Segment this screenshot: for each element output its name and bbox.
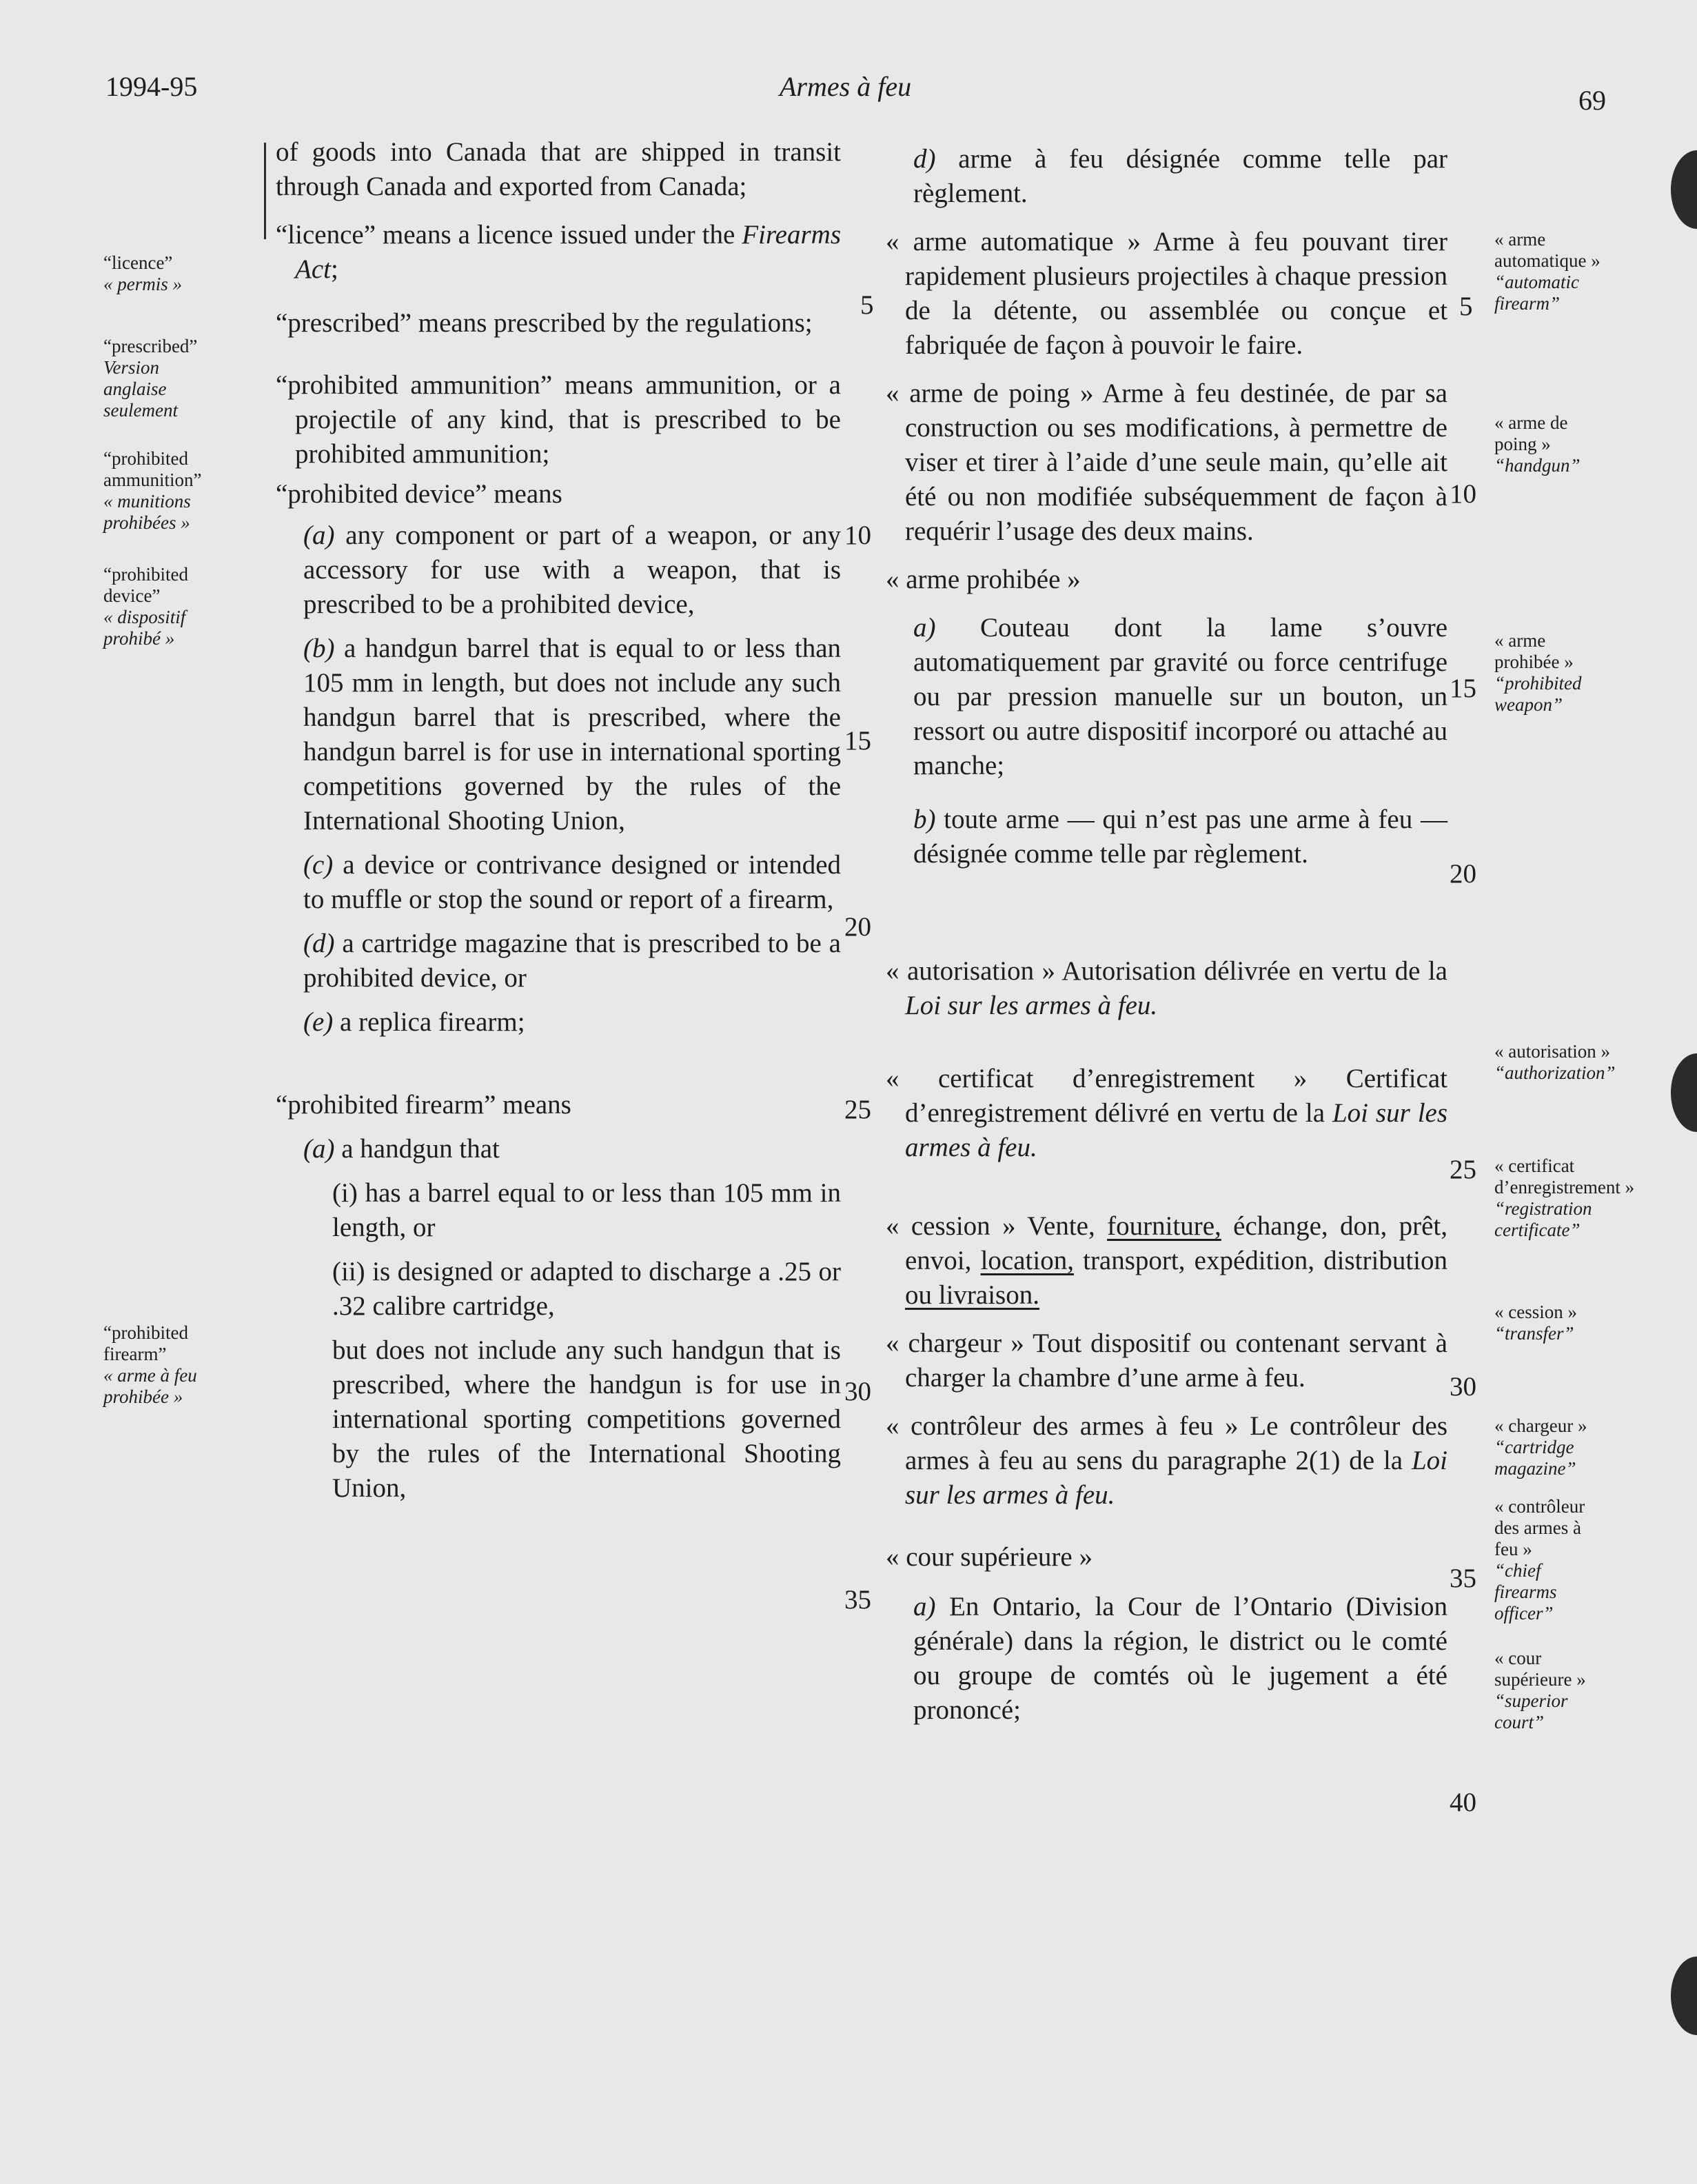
margin-note-arme-automatique: « arme automatique » “automatic firearm” <box>1494 229 1601 314</box>
en-line-number-10: 10 <box>844 520 871 550</box>
device-item-b: (b) a handgun barrel that is equal to or less than 105 mm in length, but does not include any such handgun barrel that is prescribed, where the handgun barrel is for use in international sporting competitions governed by the rules of the International Shooting Union, <box>303 634 842 836</box>
margin-note-chargeur: « chargeur » “cartridge magazine” <box>1494 1415 1587 1479</box>
definition-certificat: « certificat d’enregistrement » Certificat d’enregistrement délivré en vertu de la Loi sur les armes à feu. <box>886 1064 1448 1162</box>
definition-arme-de-poing: « arme de poing » Arme à feu destinée, de par sa construction ou ses modifications, à permettre de viser et tirer à l’aide d’une seule main, qu’elle ait été ou non modifiée subséquemment de façon à requérir l’usage des deux mains. <box>886 378 1447 546</box>
margin-note-controleur: « contrôleur des armes à feu » “chief firearms officer” <box>1494 1496 1585 1624</box>
fr-line-number-30: 30 <box>1450 1372 1476 1402</box>
definition-prohibited-ammunition: “prohibited ammunition” means ammunition, or a projectile of any kind, that is prescribed to be prohibited ammunition; <box>276 370 841 469</box>
fr-line-number-25: 25 <box>1450 1155 1476 1184</box>
device-item-d: (d) a cartridge magazine that is prescribed to be a prohibited device, or <box>303 929 841 993</box>
margin-note-prohibited-firearm: “prohibited firearm” « arme à feu prohibée » <box>103 1322 197 1407</box>
fr-line-number-35: 35 <box>1450 1564 1476 1593</box>
definition-prohibited-device: “prohibited device” means <box>276 479 562 509</box>
header-title: Armes à feu <box>780 71 912 102</box>
fr-line-number-10: 10 <box>1450 479 1476 509</box>
en-line-number-20: 20 <box>844 912 871 942</box>
device-item-a: (a) any component or part of a weapon, or any accessory for use with a weapon, that is prescribed to be a prohibited device, <box>303 520 841 619</box>
en-line-number-15: 15 <box>844 726 871 756</box>
margin-note-arme-de-poing: « arme de poing » “handgun” <box>1494 412 1581 476</box>
margin-note-prohibited-ammunition: “prohibited ammunition” « munitions prohibées » <box>103 448 202 533</box>
definition-autorisation: « autorisation » Autorisation délivrée en vertu de la Loi sur les armes à feu. <box>886 956 1447 1020</box>
english-column <box>276 135 841 1525</box>
margin-note-certificat: « certificat d’enregistrement » “registration certificate” <box>1494 1155 1635 1240</box>
firearm-item-a-tail: but does not include any such handgun that is prescribed, where the handgun is for use in international sporting competitions governed by the rules of the International Shooting Union, <box>332 1335 841 1503</box>
binder-hole-top <box>1671 150 1697 229</box>
binder-hole-middle <box>1671 1053 1697 1132</box>
definition-chargeur: « chargeur » Tout dispositif ou contenant servant à charger la chambre d’une arme à feu. <box>886 1328 1447 1393</box>
margin-note-prescribed: “prescribed” Version anglaise seulement <box>103 336 198 421</box>
fr-arme-prohibee-a: a) Couteau dont la lame s’ouvre automatiquement par gravité ou force centrifuge ou par pression manuelle sur un bouton, un ressort ou autre dispositif incorporé ou attaché au manche; <box>913 613 1448 780</box>
fr-item-d: d) arme à feu désignée comme telle par règlement. <box>913 144 1448 208</box>
definition-licence: “licence” means a licence issued under the Firearms Act; <box>276 220 842 284</box>
margin-note-prohibited-device: “prohibited device” « dispositif prohibé » <box>103 564 188 649</box>
en-line-number-5: 5 <box>860 290 874 320</box>
french-column <box>886 142 1447 1747</box>
margin-note-arme-prohibee: « arme prohibée » “prohibited weapon” <box>1494 630 1582 715</box>
margin-note-licence: “licence” « permis » <box>103 252 182 294</box>
margin-note-cour-superieure: « cour supérieure » “superior court” <box>1494 1648 1586 1732</box>
fr-line-number-40: 40 <box>1450 1788 1476 1817</box>
change-bar <box>264 143 266 239</box>
margin-note-autorisation: « autorisation » “authorization” <box>1494 1041 1616 1083</box>
definition-cession: « cession » Vente, fourniture, échange, don, prêt, envoi, location, transport, expédition, distribution ou livraison. <box>886 1211 1448 1310</box>
fr-line-number-5: 5 <box>1459 292 1473 321</box>
firearm-item-a-i: (i) has a barrel equal to or less than 105 mm in length, or <box>332 1178 841 1242</box>
fr-line-number-15: 15 <box>1450 674 1476 703</box>
fr-cour-a: a) En Ontario, la Cour de l’Ontario (Division générale) dans la région, le district ou le comté ou groupe de comtés où le jugement a été prononcé; <box>913 1592 1447 1725</box>
en-line-number-35: 35 <box>844 1585 871 1615</box>
fr-arme-prohibee-b: b) toute arme — qui n’est pas une arme à feu — désignée comme telle par règlement. <box>913 805 1447 869</box>
firearm-item-a: (a) a handgun that <box>303 1134 500 1164</box>
margin-note-cession: « cession » “transfer” <box>1494 1302 1577 1344</box>
device-item-c: (c) a device or contrivance designed or intended to muffle or stop the sound or report of a firearm, <box>303 850 842 914</box>
definition-prohibited-firearm: “prohibited firearm” means <box>276 1090 571 1120</box>
definition-cour-superieure: « cour supérieure » <box>886 1542 1093 1572</box>
firearm-item-a-ii: (ii) is designed or adapted to discharge a .25 or .32 calibre cartridge, <box>332 1257 841 1321</box>
en-line-number-30: 30 <box>844 1377 871 1406</box>
binder-hole-bottom <box>1671 1957 1697 2035</box>
en-line-number-25: 25 <box>844 1095 871 1124</box>
page-number: 69 <box>1578 85 1606 116</box>
definition-controleur: « contrôleur des armes à feu » Le contrôleur des armes à feu au sens du paragraphe 2(1) de la Loi sur les armes à feu. <box>886 1411 1448 1510</box>
header-year: 1994-95 <box>105 71 198 102</box>
fr-line-number-20: 20 <box>1450 859 1476 889</box>
definition-arme-prohibee: « arme prohibée » <box>886 565 1081 594</box>
definition-arme-automatique: « arme automatique » Arme à feu pouvant tirer rapidement plusieurs projectiles à chaque pression de la détente, ou assemblée ou conçue et fabriquée de façon à pouvoir le faire. <box>886 227 1447 360</box>
continuation-text: of goods into Canada that are shipped in transit through Canada and exported from Canada; <box>276 137 841 201</box>
device-item-e: (e) a replica firearm; <box>303 1007 525 1037</box>
definition-prescribed: “prescribed” means prescribed by the regulations; <box>276 308 813 338</box>
